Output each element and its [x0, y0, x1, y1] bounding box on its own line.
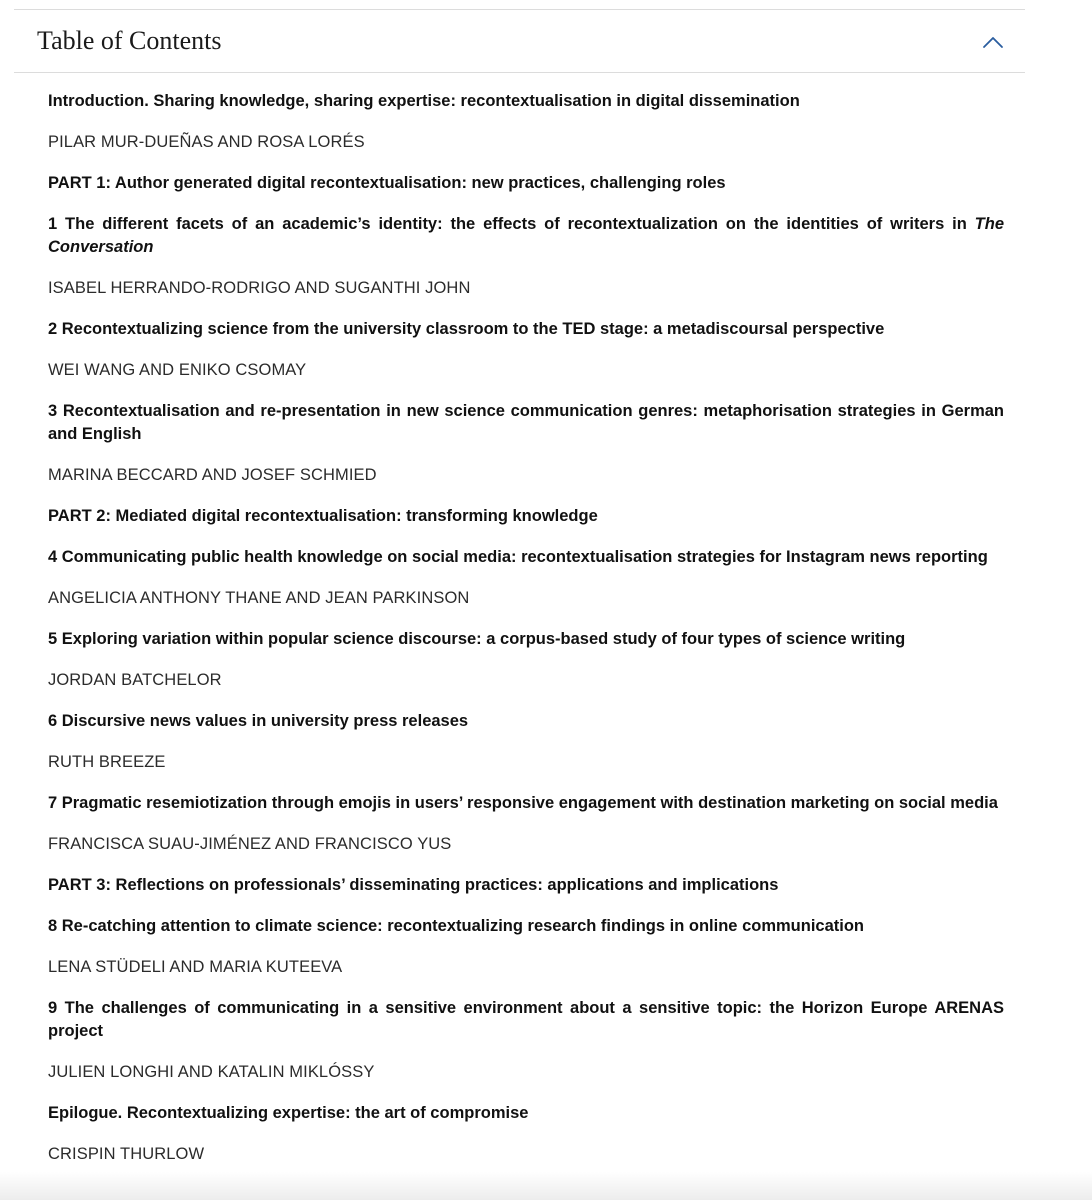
- toc-author-text: WEI WANG AND ENIKO CSOMAY: [48, 361, 307, 379]
- toc-title-text: Epilogue. Recontextualizing expertise: the art of compromise: [48, 1104, 529, 1122]
- toc-author: [48, 1061, 1004, 1084]
- toc-title: Table of Contents: [37, 26, 222, 55]
- toc-chapter-title[interactable]: [48, 792, 1004, 815]
- toc-author: [48, 1143, 1004, 1166]
- toc-author-text: JORDAN BATCHELOR: [48, 671, 222, 689]
- toc-author: [48, 277, 1004, 300]
- chevron-up-icon[interactable]: [981, 30, 1005, 54]
- toc-chapter-title[interactable]: [48, 546, 1004, 569]
- toc-chapter-title[interactable]: [48, 915, 1004, 938]
- toc-author-text: RUTH BREEZE: [48, 753, 166, 771]
- toc-author: [48, 833, 1004, 856]
- toc-header[interactable]: [14, 10, 1025, 73]
- toc-title-text: 9 The challenges of communicating in a sensitive environment about a sensitive topic: the Horizon Europe ARENAS project: [48, 999, 1004, 1040]
- toc-author-text: ANGELICIA ANTHONY THANE AND JEAN PARKINSON: [48, 589, 470, 607]
- toc-author: [48, 359, 1004, 382]
- toc-title-text: 5 Exploring variation within popular science discourse: a corpus-based study of four types of science writing: [48, 630, 906, 648]
- toc-title-text: 4 Communicating public health knowledge on social media: recontextualisation strategies for Instagram news reporting: [48, 548, 988, 566]
- toc-author-text: MARINA BECCARD AND JOSEF SCHMIED: [48, 466, 377, 484]
- toc-chapter-title[interactable]: [48, 874, 1004, 897]
- toc-author-text: PILAR MUR-DUEÑAS AND ROSA LORÉS: [48, 133, 365, 151]
- toc-title-text: 7 Pragmatic resemiotization through emojis in users’ responsive engagement with destination marketing on social media: [48, 794, 998, 812]
- toc-chapter-title[interactable]: [48, 628, 1004, 651]
- toc-author-text: CRISPIN THURLOW: [48, 1145, 205, 1163]
- table-of-contents-panel: [14, 9, 1025, 73]
- toc-author-text: ISABEL HERRANDO-RODRIGO AND SUGANTHI JOHN: [48, 279, 471, 297]
- toc-author-text: JULIEN LONGHI AND KATALIN MIKLÓSSY: [48, 1063, 375, 1081]
- toc-title-italic: The Conversation: [48, 215, 1004, 256]
- toc-author: [48, 751, 1004, 774]
- toc-chapter-title[interactable]: [48, 505, 1004, 528]
- toc-author: [48, 464, 1004, 487]
- toc-title-text: PART 3: Reflections on professionals’ disseminating practices: applications and implications: [48, 876, 779, 894]
- bottom-fade: [0, 1172, 1092, 1200]
- toc-title-text: 1 The different facets of an academic’s identity: the effects of recontextualization on the identities of writers in: [48, 215, 975, 233]
- toc-chapter-title[interactable]: [48, 997, 1004, 1043]
- toc-title-text: PART 2: Mediated digital recontextualisation: transforming knowledge: [48, 507, 598, 525]
- toc-title-text: 8 Re-catching attention to climate science: recontextualizing research findings in online communication: [48, 917, 864, 935]
- toc-author: [48, 669, 1004, 692]
- toc-author: [48, 587, 1004, 610]
- toc-chapter-title[interactable]: [48, 172, 1004, 195]
- toc-title-text: 2 Recontextualizing science from the university classroom to the TED stage: a metadiscoursal perspective: [48, 320, 885, 338]
- toc-title-text: Introduction. Sharing knowledge, sharing expertise: recontextualisation in digital dissemination: [48, 92, 800, 110]
- toc-author: [48, 131, 1004, 154]
- toc-chapter-title[interactable]: [48, 710, 1004, 733]
- toc-chapter-title[interactable]: [48, 213, 1004, 259]
- toc-author: [48, 956, 1004, 979]
- toc-chapter-title[interactable]: [48, 90, 1004, 113]
- toc-title-text: 6 Discursive news values in university press releases: [48, 712, 469, 730]
- toc-chapter-title[interactable]: [48, 400, 1004, 446]
- toc-chapter-title[interactable]: [48, 318, 1004, 341]
- toc-author-text: FRANCISCA SUAU-JIMÉNEZ AND FRANCISCO YUS: [48, 835, 452, 853]
- toc-author-text: LENA STÜDELI AND MARIA KUTEEVA: [48, 958, 343, 976]
- toc-title-text: 3 Recontextualisation and re-presentation in new science communication genres: metaphorisation strategies in German and English: [48, 402, 1004, 443]
- toc-chapter-title[interactable]: [48, 1102, 1004, 1125]
- toc-title-text: PART 1: Author generated digital recontextualisation: new practices, challenging roles: [48, 174, 726, 192]
- toc-list: [48, 90, 1004, 1184]
